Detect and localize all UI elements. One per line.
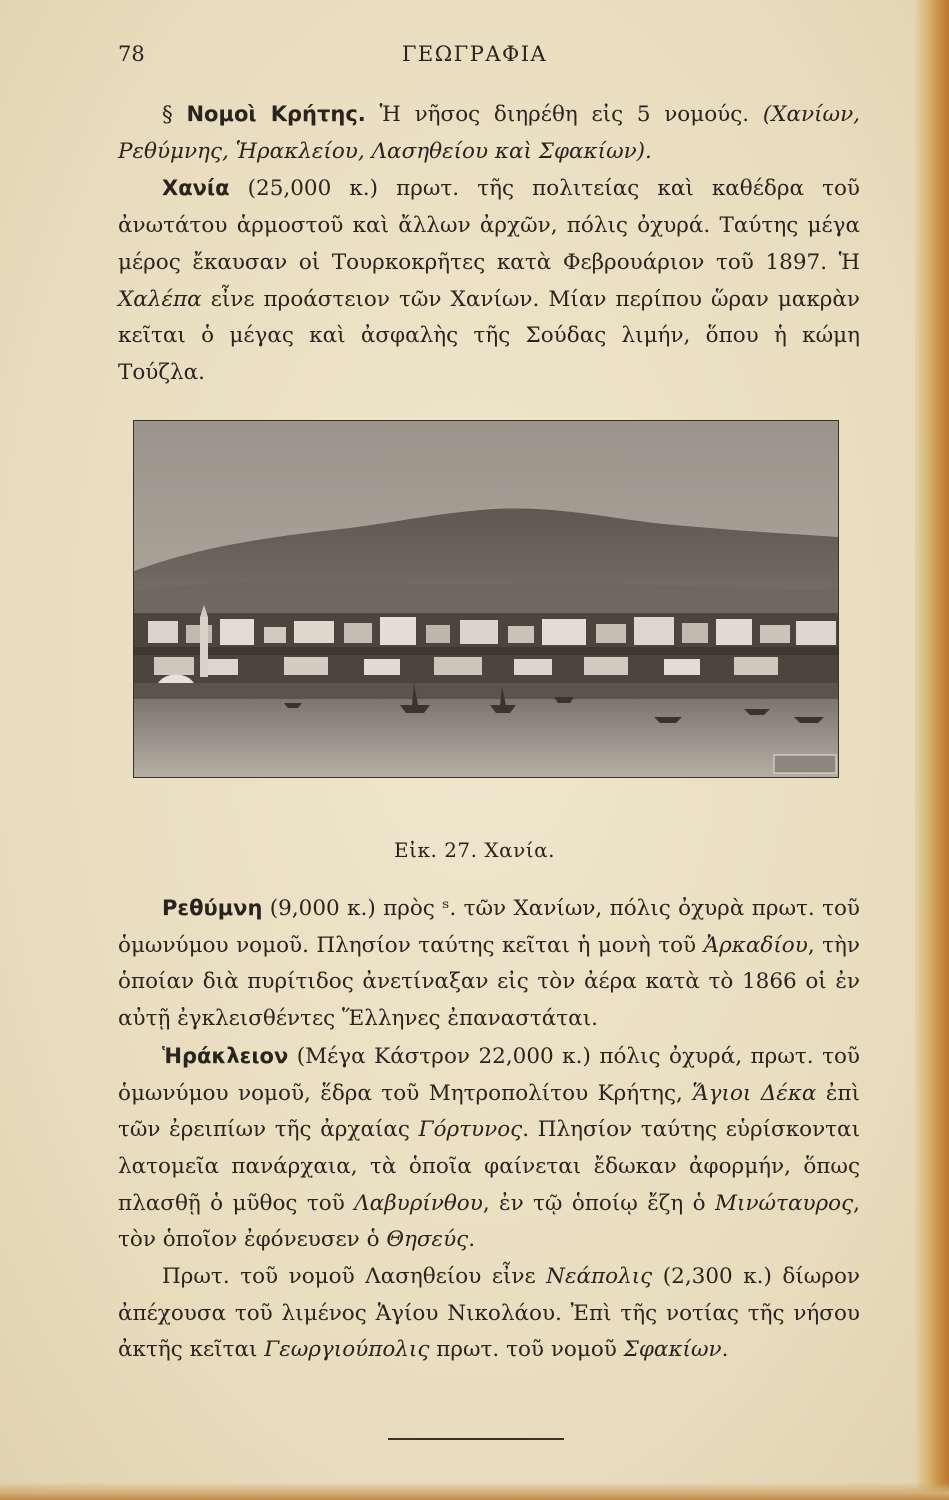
lasithi-text-1: Πρωτ. τοῦ νομοῦ Λασηθείου εἶνε — [162, 1264, 547, 1290]
figure-chania-photo — [133, 420, 839, 778]
section-sign: § — [162, 102, 173, 127]
photographer-mark — [774, 755, 836, 773]
prefectures-text: Ἡ νῆσος διηρέθη εἰς 5 νομούς. — [365, 102, 763, 127]
heraklion-text-2: ἐπὶ τῶν ἐρειπίων τῆς ἀρχαίας — [118, 1080, 860, 1143]
text-block-bottom — [118, 890, 860, 1369]
chania-text-2: εἶνε προάστειον τῶν Χανίων. Μίαν περίπου ὥραν μακρὰν κεῖται ὁ μέγας καὶ ἀσφαλὴς τῆς Σούδας λιμήν, ὅπου ἡ κώμη Τούζλα. — [118, 286, 860, 385]
heraklion-text-6: . — [468, 1227, 476, 1253]
heraklion-text-4: , ἐν τῷ ὁποίῳ ἔζη ὁ — [482, 1190, 715, 1216]
heraklion-italic-gortyn: Γόρτυνος — [418, 1117, 523, 1143]
heading-prefectures: Νομοὶ Κρήτης. — [186, 102, 366, 126]
page-edge-right — [915, 0, 949, 1500]
lasithi-text-3: πρωτ. τοῦ νομοῦ — [429, 1337, 624, 1363]
page-edge-bottom — [0, 1482, 949, 1500]
running-title: ΓΕΩΓΡΑΦΙΑ — [401, 42, 548, 66]
paragraph-lasithi — [118, 1259, 860, 1369]
minaret — [200, 617, 208, 677]
heraklion-italic-theseus: Θησεύς — [386, 1227, 469, 1253]
chania-text-1: (25,000 κ.) πρωτ. τῆς πολιτείας καὶ καθέδρα τοῦ ἀνωτάτου ἁρμοστοῦ καὶ ἄλλων ἀρχῶν, πόλις ὀχυρά. Ταύτης μέγα μέρος ἔκαυσαν οἱ Τουρκοκρῆτες κατὰ Φεβρουάριον τοῦ 1897. Ἡ — [118, 176, 860, 275]
heraklion-text-1: (Μέγα Κάστρον 22,000 κ.) πόλις ὀχυρά, πρωτ. τοῦ ὁμωνύμου νομοῦ, ἕδρα τοῦ Μητροπολίτου Κρήτης, — [118, 1043, 860, 1106]
heraklion-italic-minotaur: Μινώταυρος — [715, 1190, 854, 1216]
heraklion-italic-labyrinth: Λαβυρίνθου — [354, 1190, 483, 1216]
town-buildings — [134, 613, 838, 683]
text-block-top — [118, 96, 860, 392]
prefectures-list: (Χανίων, Ρεθύμνης, Ἡρακλείου, Λασηθείου καὶ Σφακίων). — [118, 102, 860, 164]
heading-rethymno: Ρεθύμνη — [162, 896, 263, 920]
rethymno-text-1: (9,000 κ.) πρὸς ˢ. τῶν Χανίων, πόλις ὀχυρὰ πρωτ. τοῦ ὁμωνύμου νομοῦ. Πλησίον ταύτης κεῖται ἡ μονὴ τοῦ — [118, 896, 860, 958]
lasithi-text-4: . — [721, 1337, 729, 1363]
rethymno-italic-arkadi: Ἀρκαδίου — [703, 932, 808, 958]
lasithi-italic-neapoli: Νεάπολις — [546, 1264, 653, 1290]
paragraph-heraklion — [118, 1038, 860, 1259]
page-header — [0, 40, 949, 70]
rethymno-text-2: , τὴν ὁποίαν διὰ πυρίτιδος ἀνετίναξαν εἰς τὸν ἀέρα κατὰ τὸ 1866 οἱ ἐν αὐτῇ ἐγκλεισθέντες Ἕλληνες ἐπαναστάται. — [118, 932, 860, 1032]
heraklion-text-5: , τὸν ὁποῖον ἐφόνευσεν ὁ — [118, 1190, 860, 1253]
chania-harbour-illustration — [134, 421, 838, 777]
heading-heraklion: Ἡράκλειον — [162, 1043, 289, 1068]
paragraph-prefectures — [118, 96, 860, 170]
lasithi-text-2: (2,300 κ.) δίωρον ἀπέχουσα τοῦ λιμένος Ἁγίου Νικολάου. Ἐπὶ τῆς νοτίας τῆς νήσου ἀκτῆς κεῖται — [118, 1264, 860, 1363]
heraklion-italic-agioi-deka: Ἅγιοι Δέκα — [692, 1080, 817, 1106]
page-number: 78 — [118, 42, 145, 66]
heraklion-text-3: . Πλησίον ταύτης εὑρίσκονται λατομεῖα πανάρχαια, τὰ ὁποῖα φαίνεται ἔδωκαν ἀφορμήν, ὅπως πλασθῇ ὁ μῦθος τοῦ — [118, 1117, 860, 1216]
figure-caption: Εἰκ. 27. Χανία. — [394, 838, 555, 862]
paragraph-rethymno — [118, 890, 860, 1038]
lasithi-italic-georgioupoli: Γεωργιούπολις — [264, 1337, 430, 1363]
lasithi-italic-sfakia: Σφακίων — [623, 1337, 722, 1363]
harbour-quay — [134, 683, 838, 699]
harbour-water — [134, 699, 838, 777]
paragraph-chania — [118, 170, 860, 391]
bottom-rule — [388, 1438, 564, 1440]
heading-chania: Χανία — [162, 176, 230, 201]
chania-italic-halepa: Χαλέπα — [118, 286, 202, 312]
